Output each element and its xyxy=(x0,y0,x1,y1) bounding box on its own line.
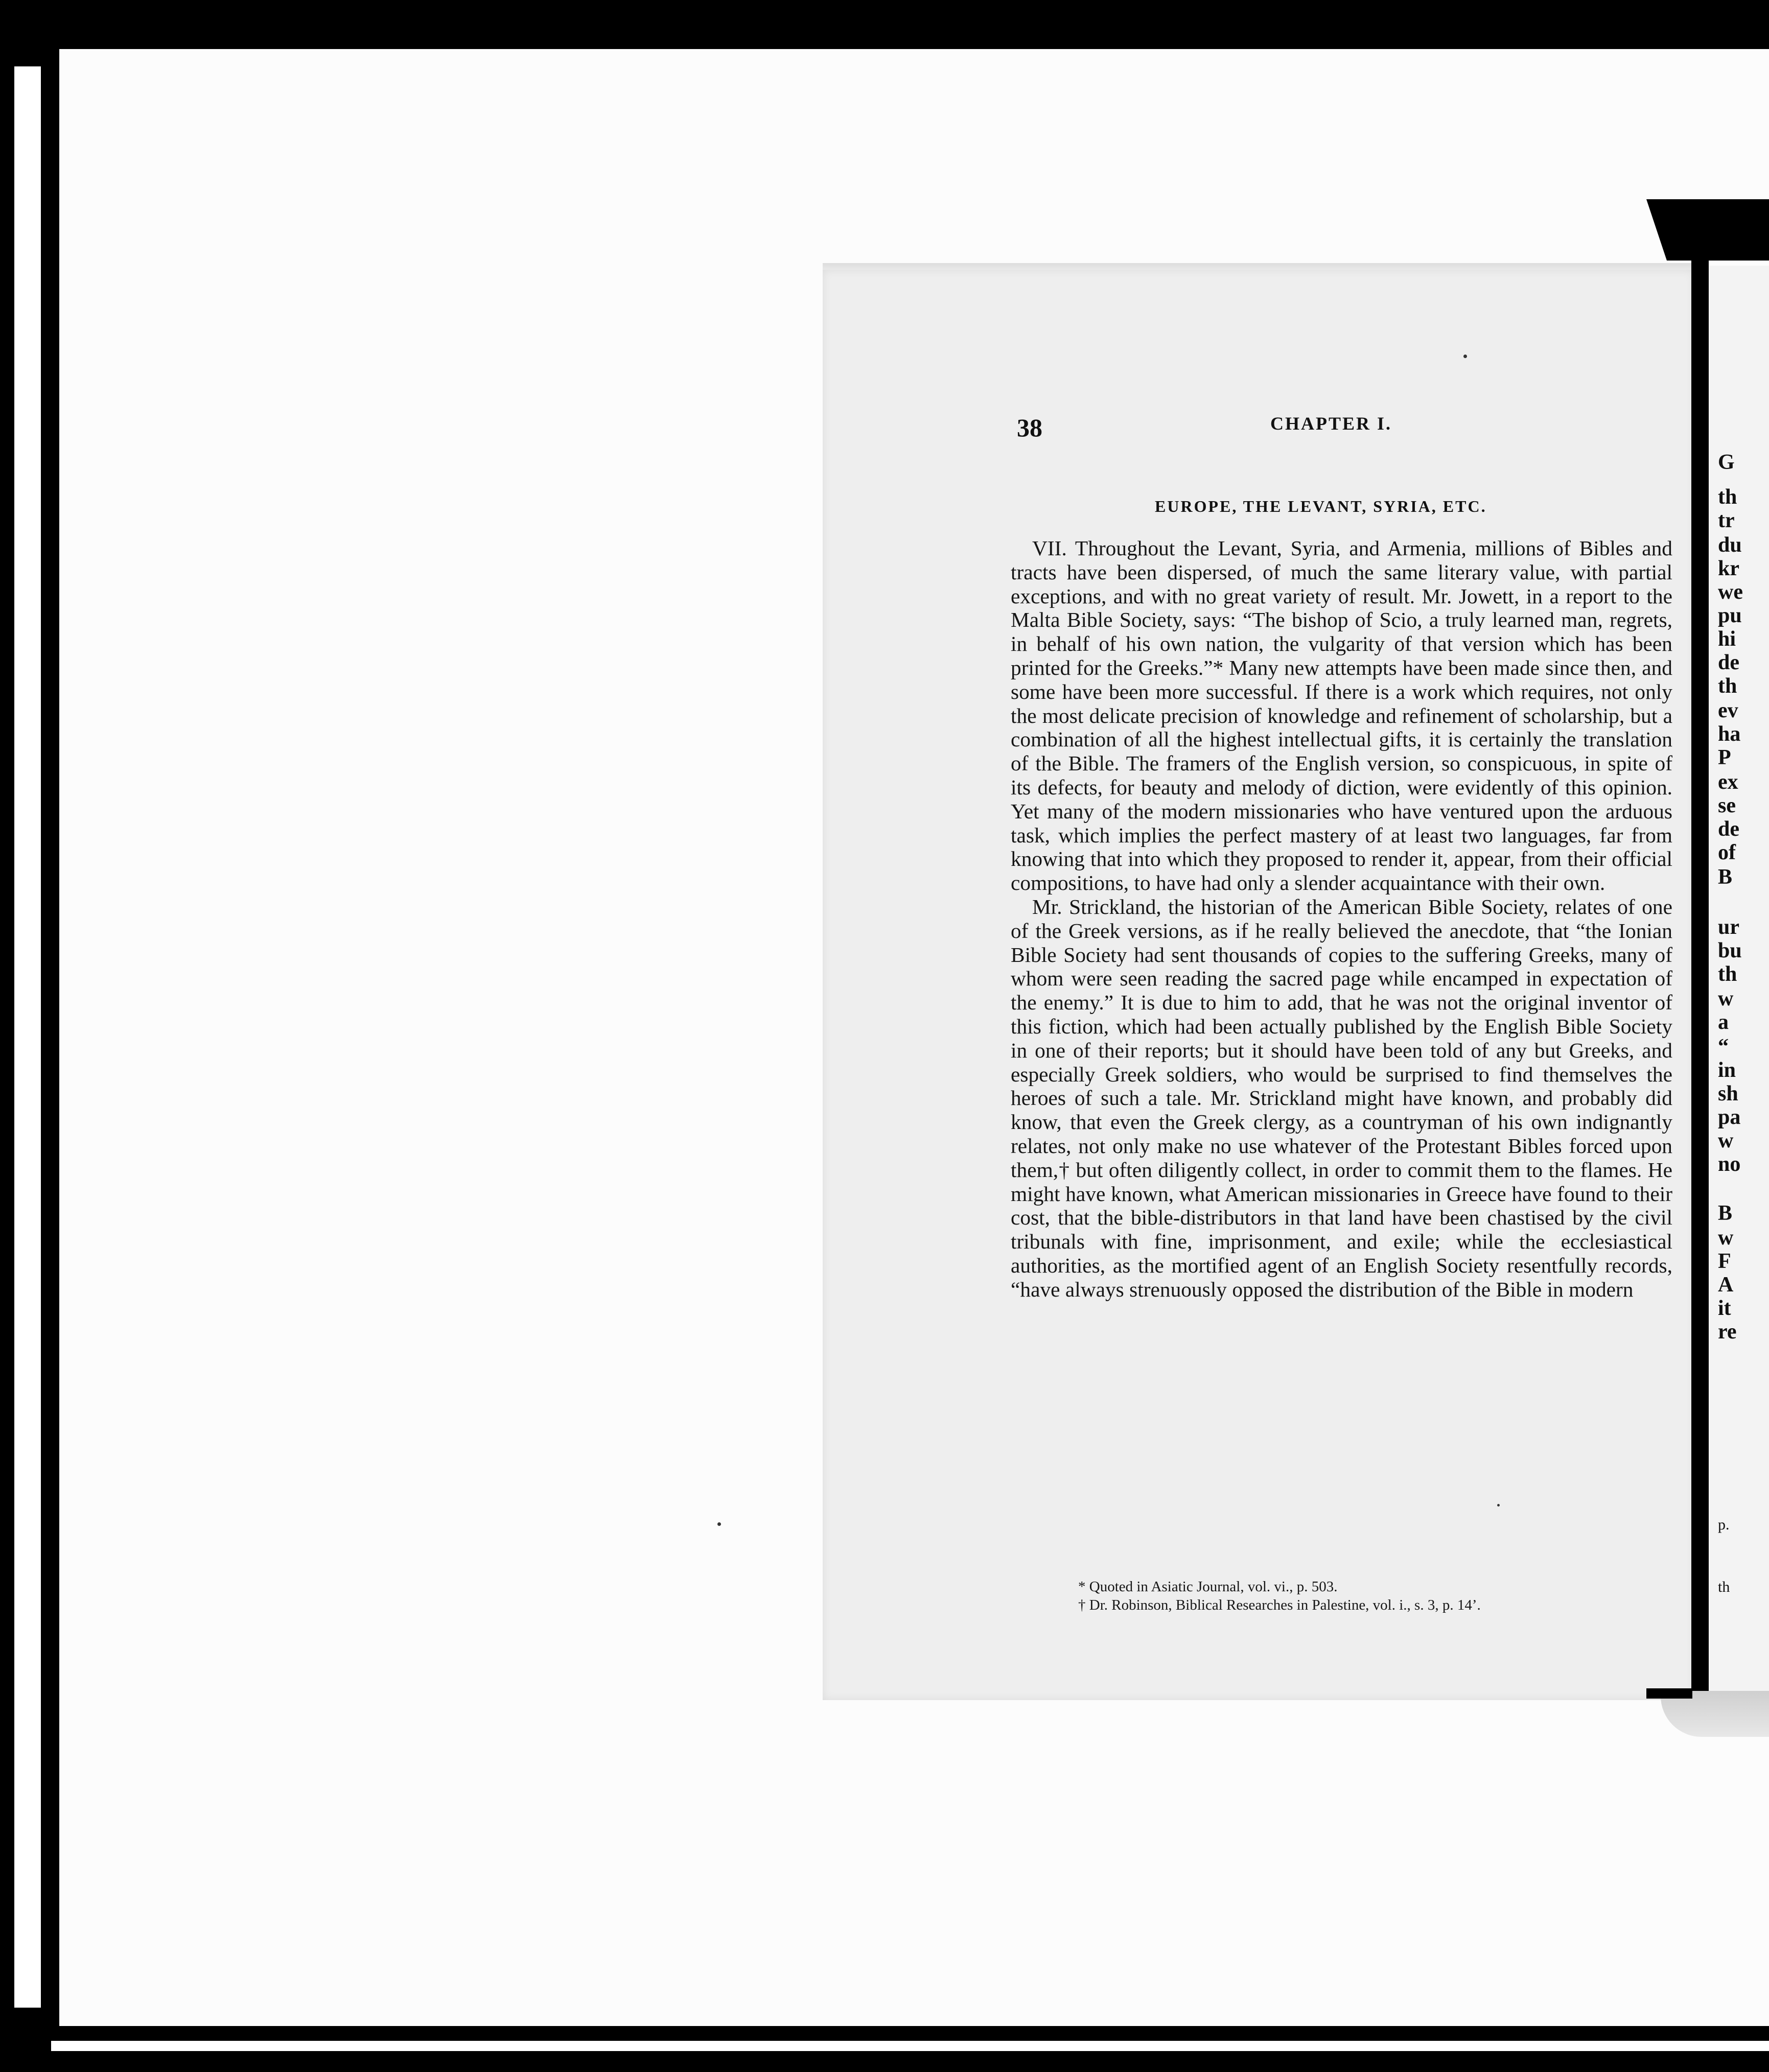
facing-page-fragment: w xyxy=(1718,987,1734,1010)
facing-page-fragment: ex xyxy=(1718,770,1738,794)
facing-page-fragment: B xyxy=(1718,1202,1733,1225)
facing-page-fragment: G xyxy=(1718,451,1735,474)
scan-bottom-strip xyxy=(51,2041,1769,2051)
facing-page-fragment: re xyxy=(1718,1320,1737,1344)
footnotes xyxy=(1078,1577,1671,1614)
body-text xyxy=(1011,536,1672,1302)
facing-page-fragment: tr xyxy=(1718,509,1735,532)
facing-page-fragment: w xyxy=(1718,1129,1734,1152)
facing-page-fragment: du xyxy=(1718,533,1742,557)
facing-page-fragment: ur xyxy=(1718,915,1739,939)
paragraph-2: Mr. Strickland, the historian of the American Bible Society, relates of one of the Greek versions, as if he really believed the anecdote, that “the Ionian Bible Society had sent thousands of copies to the suffering Greeks, many of whom were seen reading the sacred page while encamped in expectation of the enemy.” It is due to him to add, that he was not the original inventor of this fiction, which had been actually published by the English Bible Society in one of their reports; but it should have been told of any but Greeks, and especially Greek soldiers, who would be surprised to find themselves the heroes of such a tale. Mr. Strickland might have known, and probably did know, that even the Greek clergy, as a countryman of his own indignantly relates, not only make no use whatever of the Protestant Bibles forced upon them,† but often diligently collect, in order to commit them to the flames. He might have known, what American missionaries in Greece have found to their cost, that the bible-distributors in that land have been chastised by the civil tribunals with fine, imprisonment, and exile; while the ecclesiastical authorities, as the mortified agent of an English Society resentfully records, “have always strenuously opposed the distribution of the Bible in modern xyxy=(1011,894,1672,1301)
scan-left-strip xyxy=(14,66,41,2008)
print-speck xyxy=(1463,355,1467,358)
section-title: EUROPE, THE LEVANT, SYRIA, ETC. xyxy=(1155,497,1487,515)
facing-page-fragment: ev xyxy=(1718,699,1738,722)
facing-page-fragment: kr xyxy=(1718,557,1739,580)
facing-page-fragment: no xyxy=(1718,1152,1741,1176)
facing-page-fragment: B xyxy=(1718,865,1733,889)
facing-page-fragment: p. xyxy=(1718,1516,1730,1533)
facing-page xyxy=(1709,266,1769,1696)
paragraph-1: VII. Throughout the Levant, Syria, and Armenia, millions of Bibles and tracts have been dispersed, of much the same literary value, with partial exceptions, and with no great variety of result. Mr. Jowett, in a report to the Malta Bible Society, says: “The bishop of Scio, a truly learned man, regrets, in behalf of his own nation, the vulgarity of that version which has been printed for the Greeks.”* Many new attempts have been made since then, and some have been more successful. If there is a work which requires, not only the most delicate precision of knowledge and refinement of scholarship, but a combination of all the highest intellectual gifts, it is certainly the translation of the Bible. The framers of the English version, so conspicuous, in spite of its defects, for beauty and melody of diction, were evidently of this opinion. Yet many of the modern missionaries who have ventured upon the arduous task, which implies the perfect mastery of at least two languages, far from knowing that into which they proposed to render it, appear, from their official compositions, to have had only a slender acquaintance with their own. xyxy=(1011,536,1672,895)
facing-page-fragment: pu xyxy=(1718,604,1742,627)
facing-page-fragment: sh xyxy=(1718,1082,1738,1105)
facing-page-fragment: w xyxy=(1718,1226,1734,1250)
facing-page-fragment: “ xyxy=(1718,1035,1729,1058)
facing-page-fragment: th xyxy=(1718,485,1737,509)
print-speck xyxy=(1497,1504,1500,1506)
facing-page-fragment: of xyxy=(1718,841,1736,864)
book-gutter xyxy=(1691,253,1709,1714)
facing-page-fragment: pa xyxy=(1718,1105,1741,1129)
facing-page-fragment: hi xyxy=(1718,627,1736,651)
footnote-1: * Quoted in Asiatic Journal, vol. vi., p. 503. xyxy=(1078,1579,1338,1595)
facing-page-fragment: A xyxy=(1718,1273,1734,1297)
facing-page-fragment: a xyxy=(1718,1010,1729,1034)
facing-page-fragment: th xyxy=(1718,674,1737,698)
facing-page-fragment: in xyxy=(1718,1058,1736,1082)
facing-page-fragment: th xyxy=(1718,1579,1730,1595)
facing-page-fragment: se xyxy=(1718,794,1736,817)
facing-page-fragment: ha xyxy=(1718,722,1741,746)
facing-page-fragment: bu xyxy=(1718,939,1742,962)
facing-page-fragment: P xyxy=(1718,746,1731,769)
facing-page-fragment: F xyxy=(1718,1250,1731,1273)
binding-wedge xyxy=(1646,199,1769,261)
facing-page-fragment: de xyxy=(1718,817,1739,841)
facing-page-fragment: de xyxy=(1718,651,1739,674)
facing-page-fragment: it xyxy=(1718,1297,1731,1320)
facing-page-fragment: we xyxy=(1718,580,1743,604)
page-bottom-edge xyxy=(1646,1688,1692,1699)
footnote-2: † Dr. Robinson, Biblical Researches in Palestine, vol. i., s. 3, p. 14’. xyxy=(1078,1597,1481,1613)
facing-page-fragment: th xyxy=(1718,962,1737,986)
page-number: 38 xyxy=(1017,413,1042,442)
running-head: CHAPTER I. xyxy=(1270,413,1392,434)
print-speck xyxy=(717,1522,721,1526)
